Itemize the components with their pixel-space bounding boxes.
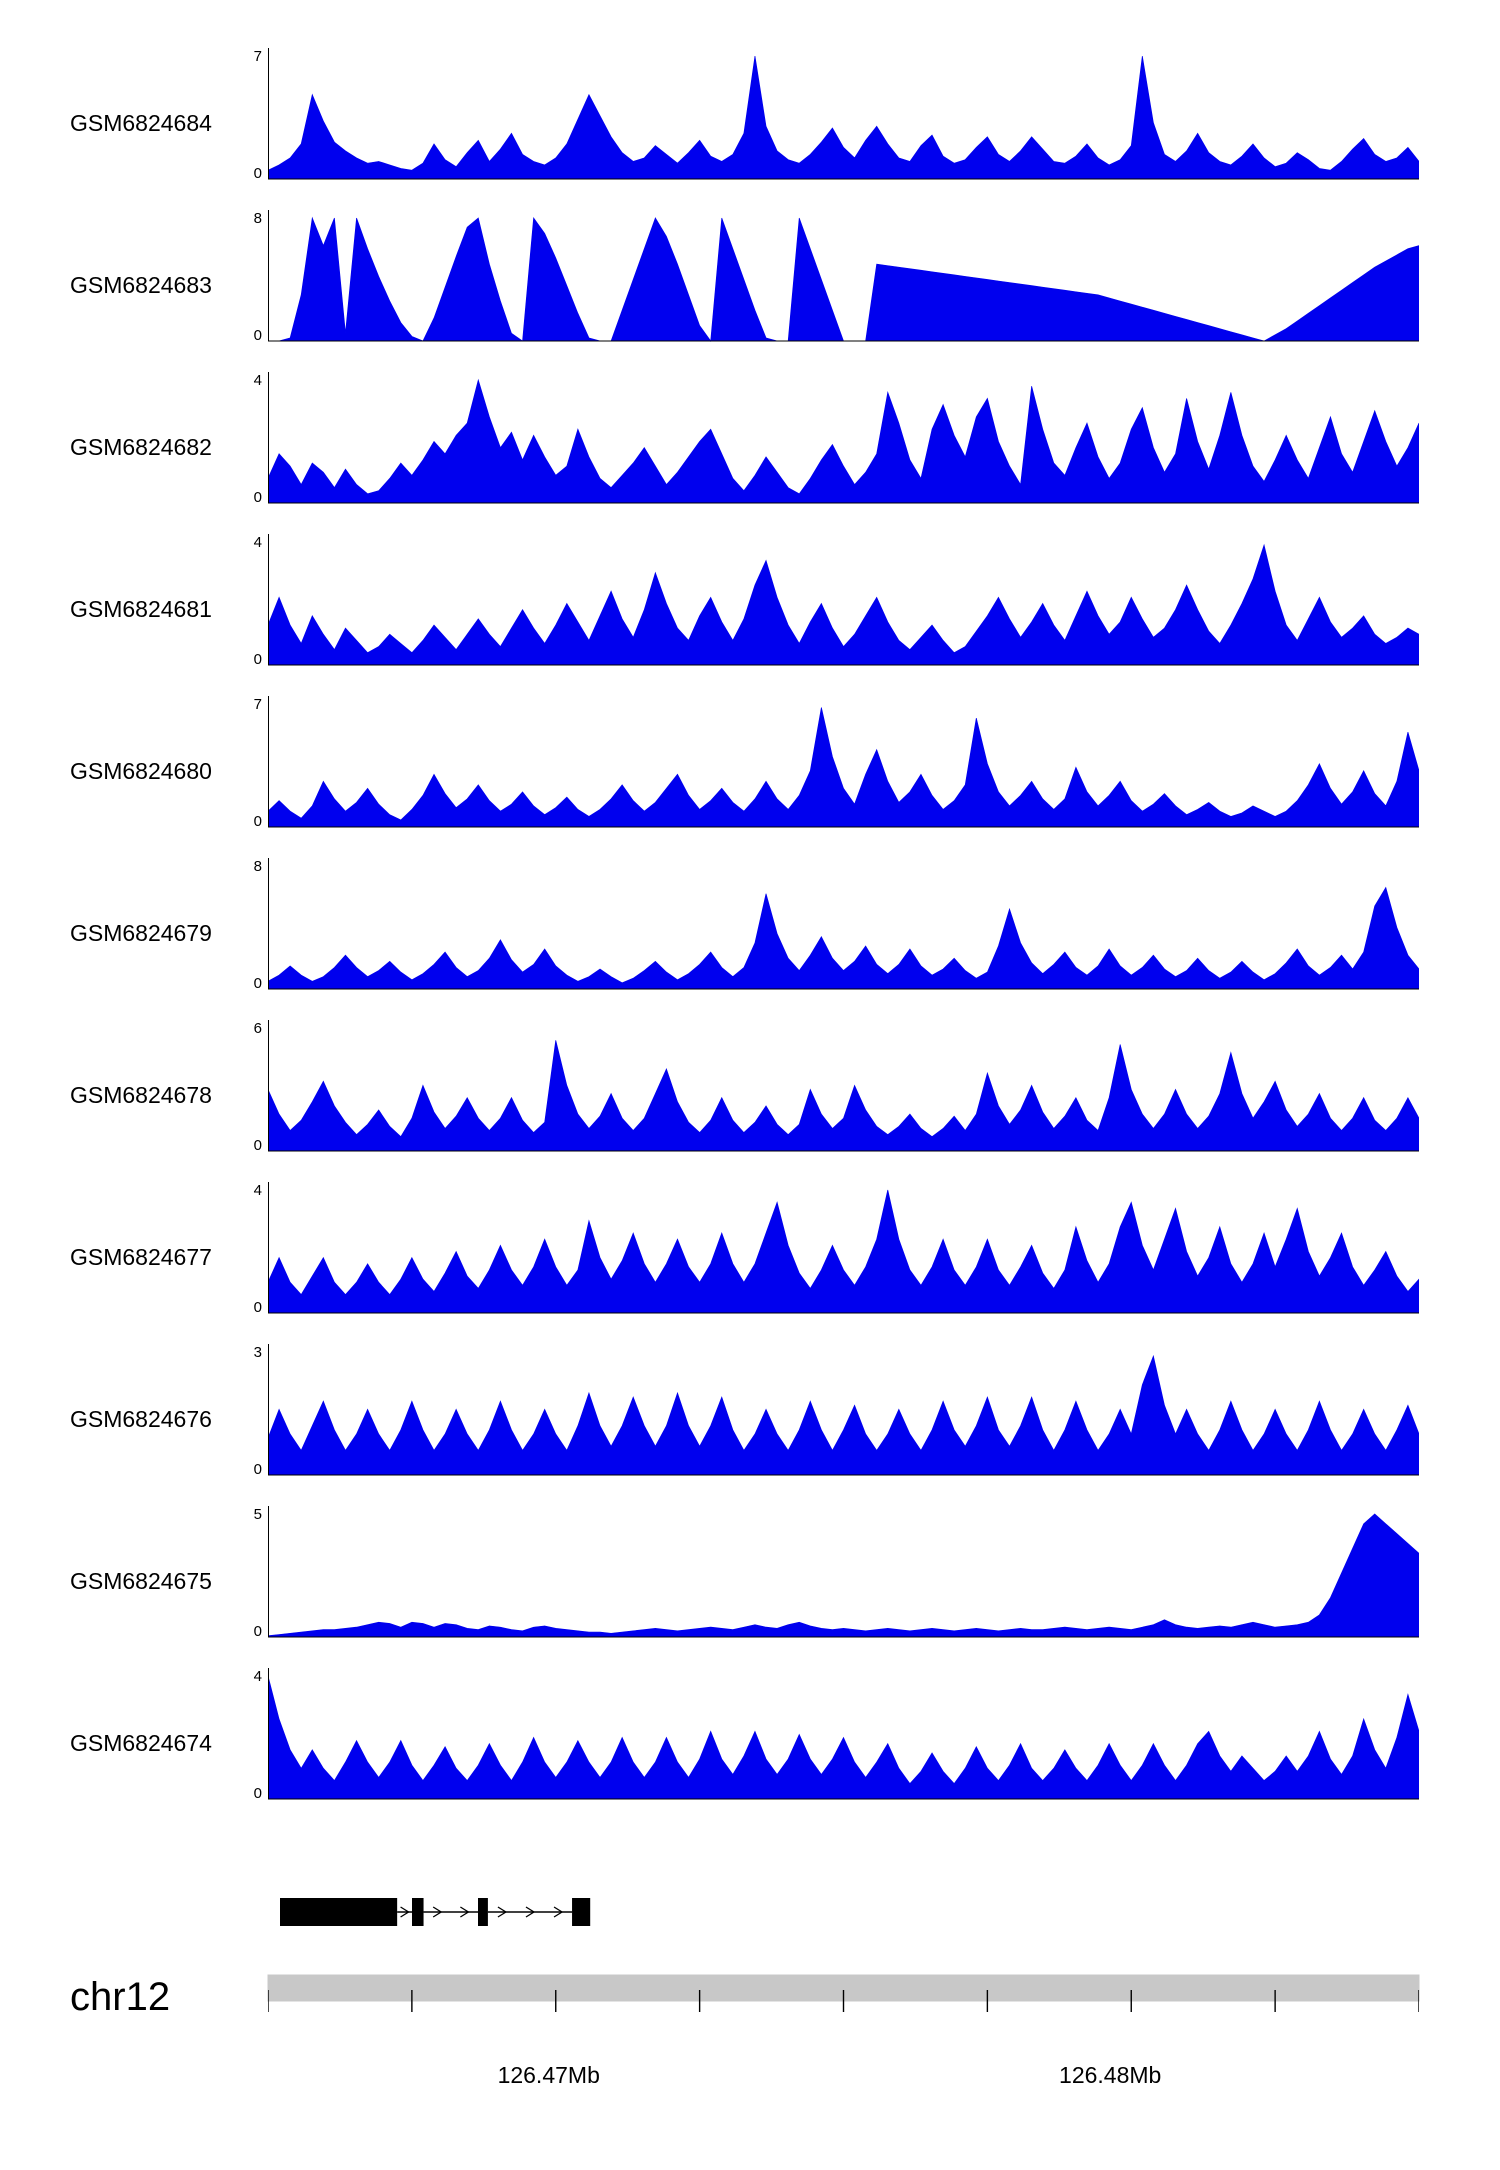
- track-label-GSM6824675: GSM6824675: [70, 1567, 212, 1594]
- track-row: [0, 1668, 1500, 1830]
- track-plot-GSM6824679[interactable]: [268, 858, 1419, 1020]
- coverage-area: [268, 1190, 1419, 1313]
- track-row: [0, 48, 1500, 210]
- coverage-area: [268, 380, 1419, 503]
- y-axis-min-label: 0: [253, 1785, 262, 1802]
- track-plot-GSM6824682[interactable]: [268, 372, 1419, 534]
- track-label-GSM6824677: GSM6824677: [70, 1243, 212, 1270]
- coverage-area: [268, 1514, 1419, 1637]
- y-axis-max-label: 4: [253, 1668, 262, 1685]
- y-axis-min-label: 0: [253, 651, 262, 668]
- exon-block[interactable]: [478, 1898, 488, 1926]
- track-plot-GSM6824681[interactable]: [268, 534, 1419, 696]
- track-label-GSM6824682: GSM6824682: [70, 433, 212, 460]
- track-row: [0, 1344, 1500, 1506]
- y-axis-max-label: 8: [253, 858, 262, 875]
- track-area-svg: [268, 696, 1419, 858]
- track-label-GSM6824680: GSM6824680: [70, 757, 212, 784]
- exon-block[interactable]: [280, 1898, 397, 1926]
- track-row: [0, 1020, 1500, 1182]
- track-area-svg: [268, 858, 1419, 1020]
- coverage-area: [268, 708, 1419, 827]
- y-axis-min-label: 0: [253, 813, 262, 830]
- track-area-svg: [268, 534, 1419, 696]
- chromosome-label: chr12: [70, 1975, 171, 2019]
- track-row: [0, 372, 1500, 534]
- axis-tick-label: 126.47Mb: [497, 2062, 600, 2088]
- coverage-area: [268, 545, 1419, 665]
- track-row: [0, 1506, 1500, 1668]
- axis-ticks: [268, 1990, 1419, 2060]
- y-axis-max-label: 4: [253, 1182, 262, 1199]
- track-area-svg: [268, 48, 1419, 210]
- coverage-area: [268, 1356, 1419, 1475]
- y-axis-max-label: 8: [253, 210, 262, 227]
- track-label-GSM6824681: GSM6824681: [70, 595, 212, 622]
- track-area-svg: [268, 1182, 1419, 1344]
- y-axis-max-label: 4: [253, 372, 262, 389]
- track-row: [0, 696, 1500, 858]
- y-axis-min-label: 0: [253, 165, 262, 182]
- track-row: [0, 210, 1500, 372]
- track-label-GSM6824678: GSM6824678: [70, 1081, 212, 1108]
- exon-block[interactable]: [412, 1898, 424, 1926]
- track-area-svg: [268, 372, 1419, 534]
- track-label-GSM6824683: GSM6824683: [70, 271, 212, 298]
- y-axis-max-label: 7: [253, 696, 262, 713]
- y-axis-min-label: 0: [253, 975, 262, 992]
- track-area-svg: [268, 1668, 1419, 1830]
- y-axis-max-label: 5: [253, 1506, 262, 1523]
- y-axis-min-label: 0: [253, 1461, 262, 1478]
- y-axis-min-label: 0: [253, 327, 262, 344]
- track-plot-GSM6824675[interactable]: [268, 1506, 1419, 1668]
- gene-model-svg[interactable]: [268, 1890, 1419, 1938]
- coverage-area: [268, 1676, 1419, 1799]
- coverage-area: [268, 56, 1419, 179]
- track-area-svg: [268, 1506, 1419, 1668]
- track-area-svg: [268, 1020, 1419, 1182]
- coverage-area: [268, 1040, 1419, 1151]
- track-row: [0, 1182, 1500, 1344]
- track-row: [0, 534, 1500, 696]
- coverage-area: [268, 218, 1419, 341]
- track-row: [0, 858, 1500, 1020]
- track-plot-GSM6824678[interactable]: [268, 1020, 1419, 1182]
- y-axis-min-label: 0: [253, 1299, 262, 1316]
- axis-tick-label: 126.48Mb: [1059, 2062, 1162, 2088]
- y-axis-min-label: 0: [253, 1137, 262, 1154]
- track-plot-GSM6824683[interactable]: [268, 210, 1419, 372]
- track-label-GSM6824684: GSM6824684: [70, 109, 212, 136]
- y-axis-max-label: 4: [253, 534, 262, 551]
- coverage-area: [268, 888, 1419, 989]
- y-axis-min-label: 0: [253, 489, 262, 506]
- y-axis-min-label: 0: [253, 1623, 262, 1640]
- track-area-svg: [268, 1344, 1419, 1506]
- track-label-GSM6824674: GSM6824674: [70, 1729, 212, 1756]
- genomic-axis: [268, 1990, 1419, 2100]
- track-plot-GSM6824674[interactable]: [268, 1668, 1419, 1830]
- track-area-svg: [268, 210, 1419, 372]
- y-axis-max-label: 7: [253, 48, 262, 65]
- exon-block[interactable]: [572, 1898, 590, 1926]
- y-axis-max-label: 3: [253, 1344, 262, 1361]
- track-plot-GSM6824684[interactable]: [268, 48, 1419, 210]
- y-axis-max-label: 6: [253, 1020, 262, 1037]
- gene-model-track: [268, 1890, 1419, 1938]
- track-plot-GSM6824676[interactable]: [268, 1344, 1419, 1506]
- track-plot-GSM6824680[interactable]: [268, 696, 1419, 858]
- track-label-GSM6824676: GSM6824676: [70, 1405, 212, 1432]
- track-plot-GSM6824677[interactable]: [268, 1182, 1419, 1344]
- track-label-GSM6824679: GSM6824679: [70, 919, 212, 946]
